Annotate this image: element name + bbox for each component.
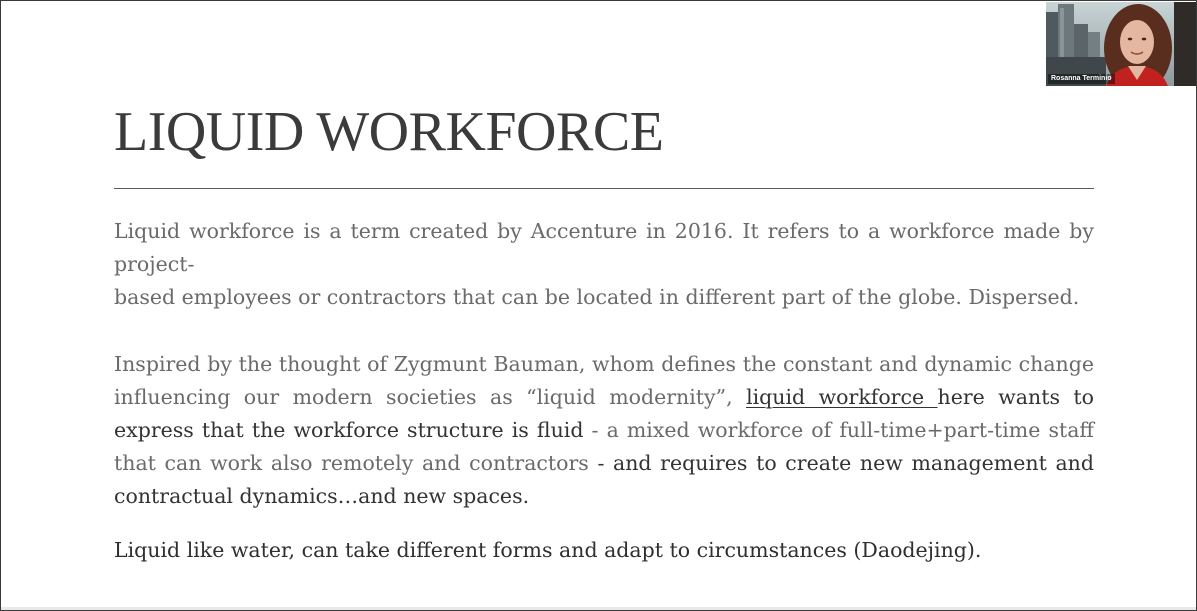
fluid-structure-emphasis: here wants to express that the workforce structure is fluid xyxy=(114,385,1094,442)
mixed-workforce-text: - a mixed workforce of full-time+part-time staff that can work also remotely and contractors xyxy=(114,418,1094,475)
liquid-workforce-underlined: liquid workforce xyxy=(746,385,938,409)
water-quote-paragraph: Liquid like water, can take different forms and adapt to circumstances (Daodejing). xyxy=(114,538,982,562)
slide-title: LIQUID WORKFORCE xyxy=(114,101,664,163)
bauman-paragraph xyxy=(114,348,1094,513)
participant-name-label: Rosanna Terminio xyxy=(1048,74,1115,84)
bauman-intro-text: Inspired by the thought of Zygmunt Bauman, whom defines the constant and dynamic change influencing our modern societies as “liquid modernity”, xyxy=(114,352,1094,409)
new-dynamics-emphasis: - and requires to create new management and contractual dynamics…and new spaces. xyxy=(114,451,1094,508)
title-divider xyxy=(114,188,1094,189)
bottom-border-strip xyxy=(1,607,1196,610)
definition-line-1: Liquid workforce is a term created by Accenture in 2016. It refers to a workforce made by project- xyxy=(114,219,1094,276)
presentation-slide xyxy=(1,1,1196,607)
definition-paragraph xyxy=(114,215,1094,314)
definition-line-2: based employees or contractors that can be located in different part of the globe. Dispersed. xyxy=(114,285,1080,309)
participant-video-tile[interactable] xyxy=(1046,2,1196,86)
